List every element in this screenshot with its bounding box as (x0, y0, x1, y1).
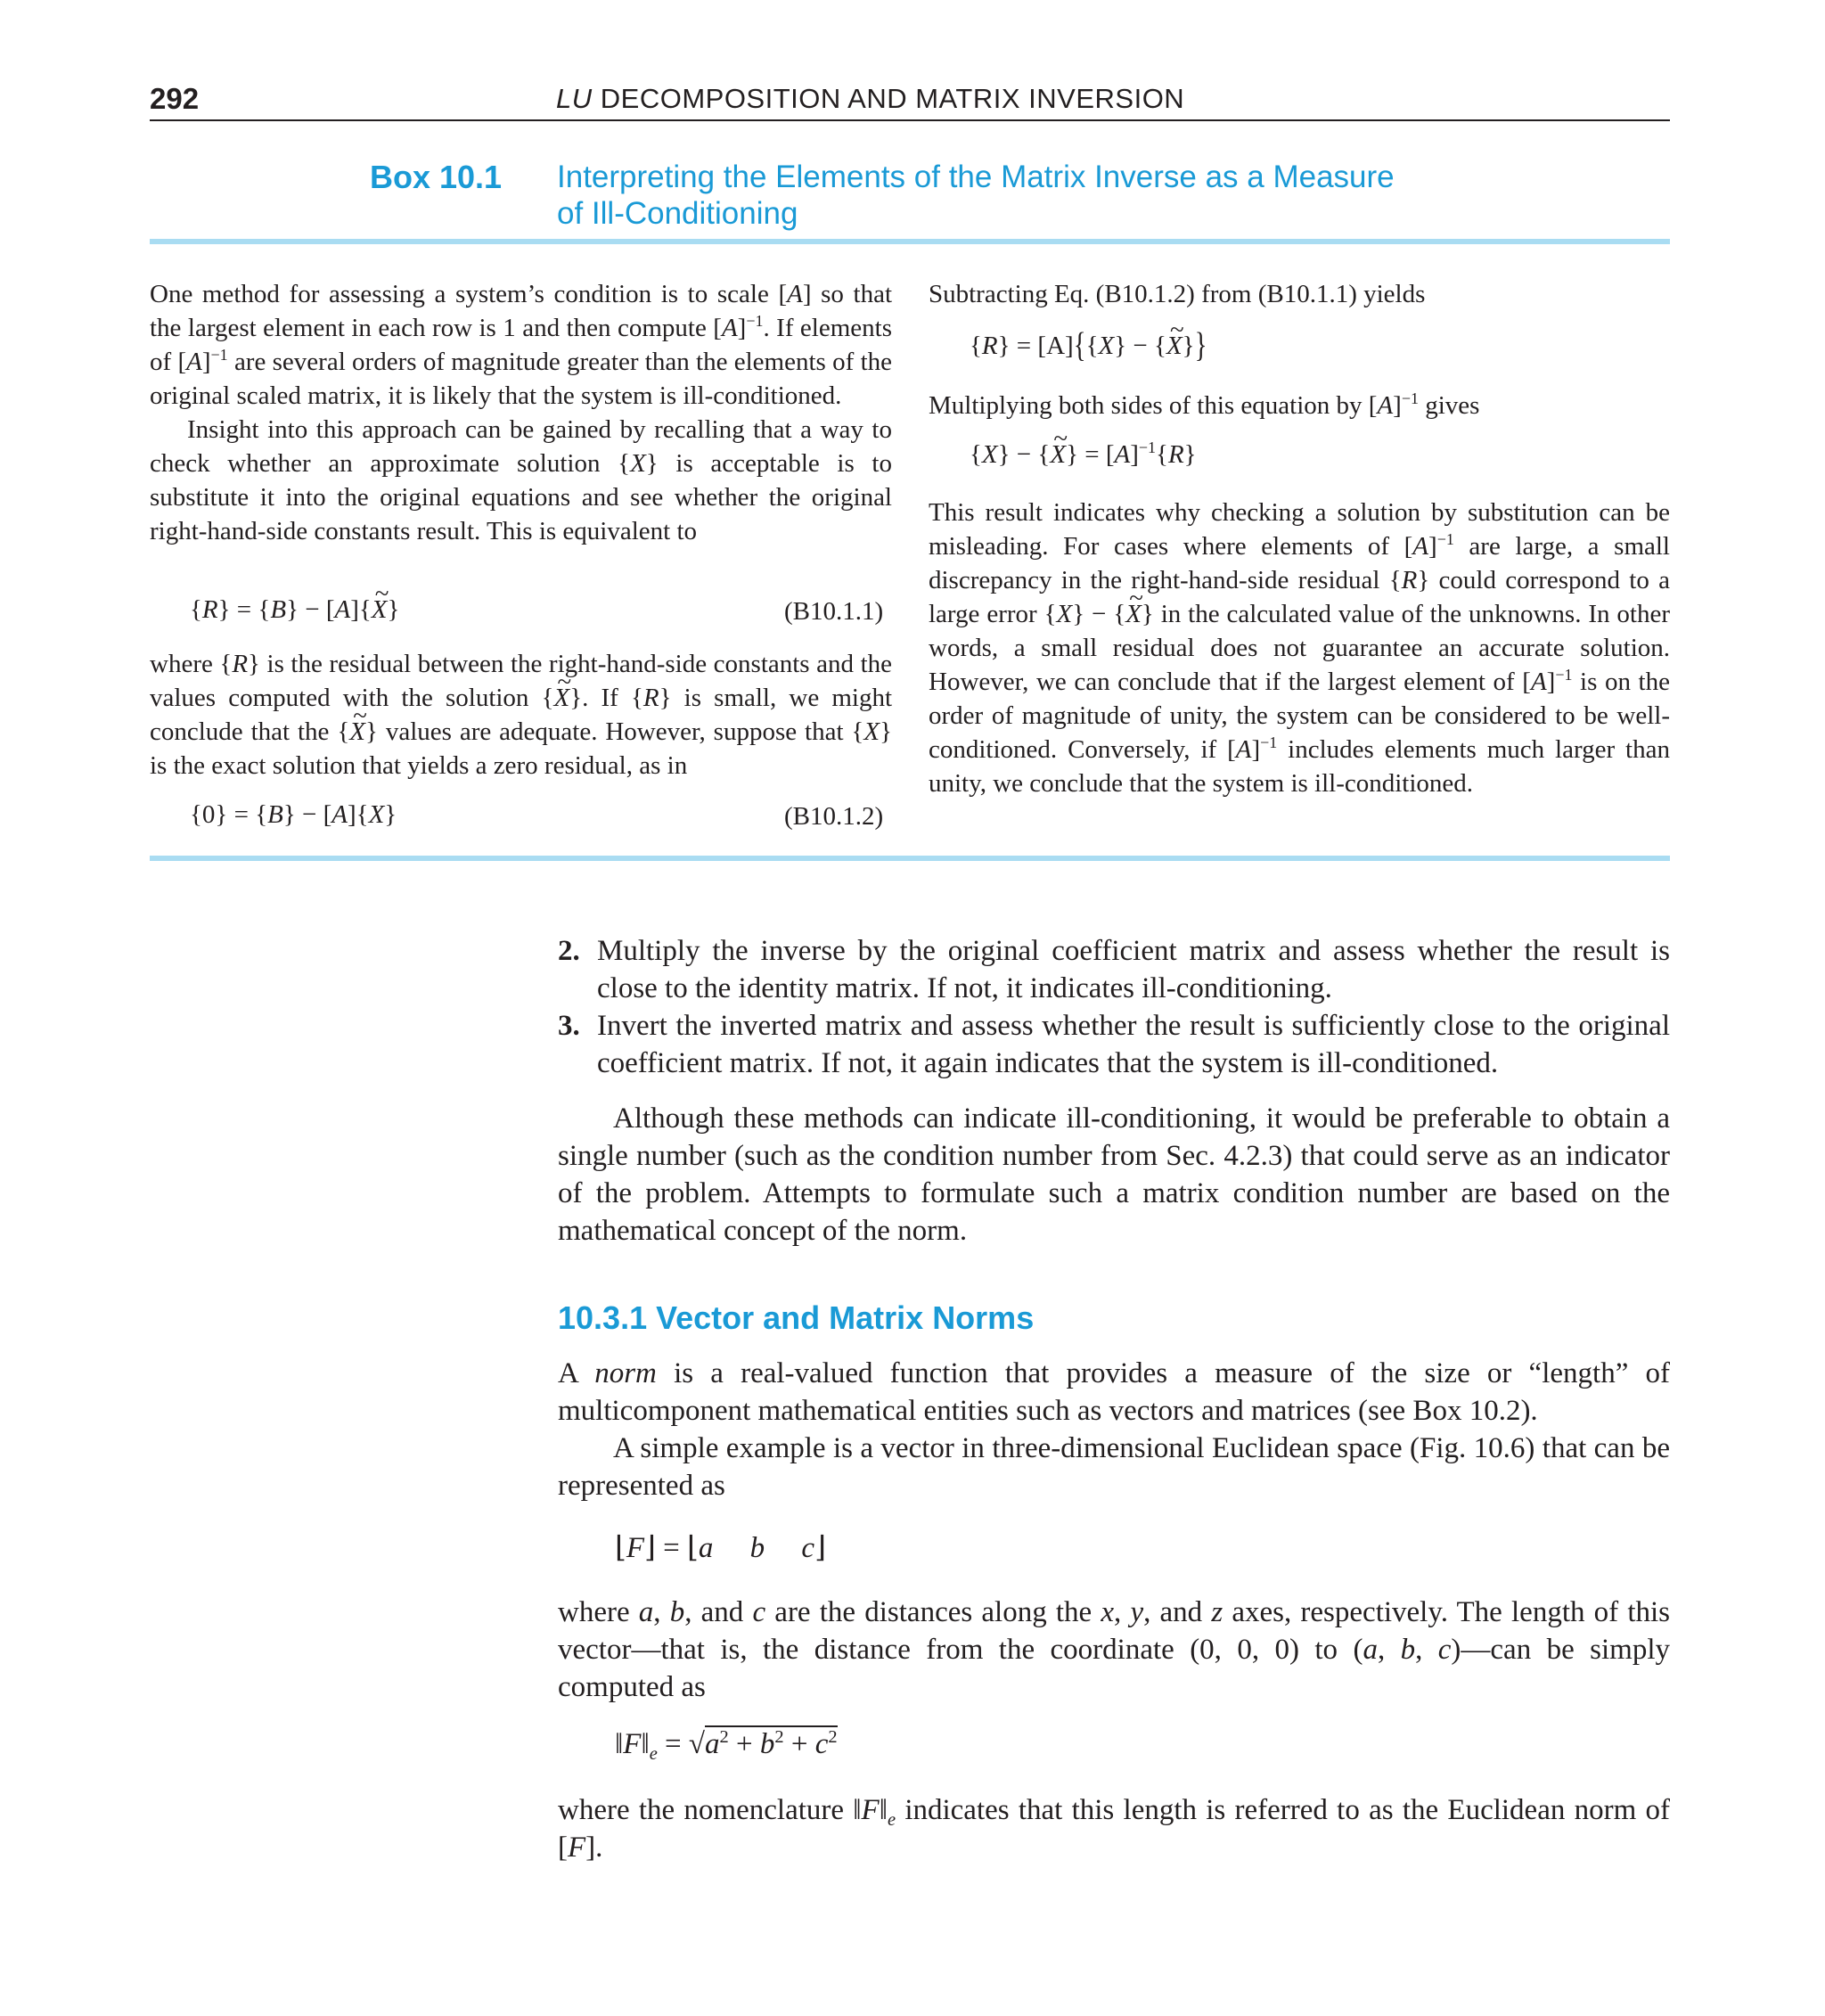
equation-residual-difference: {R} = [A]{{X} − {~ X}} (970, 332, 1207, 361)
box-left-para-1: One method for assessing a system’s condition is to scale [A] so that the largest element in each row is 1 and then compute $[A]^{-1}$. If elements of $[A]^{-1}$ are several orders of magnitude greater than the elements of the original scaled matrix, it is likely that the system is ill-conditioned. (150, 280, 893, 410)
running-title (556, 83, 1184, 115)
step-2-text: Multiply the inverse by the original coefficient matrix and assess whether the result is close to the identity matrix. If not, it indicates ill-conditioning. (597, 935, 1670, 1004)
section-heading: 10.3.1 Vector and Matrix Norms (558, 1299, 1035, 1336)
steps-list (558, 932, 1670, 1082)
equation-error-inverse: {X} − {~ $X\} = [A]^{-1}\{R\}$ (970, 440, 1197, 470)
box-right-para-2: Multiplying both sides of this equation by $[A]^{-1}$ gives (929, 389, 1480, 420)
box-title-line-1: Interpreting the Elements of the Matrix Inverse as a Measure (557, 160, 1395, 194)
step-3 (558, 1007, 1670, 1082)
running-title-lu: LU (556, 83, 593, 114)
step-2 (558, 932, 1670, 1007)
section-para-2: A simple example is a vector in three-dimensional Euclidean space (Fig. 10.6) that can be represented as (558, 1432, 1670, 1502)
box-bottom-rule (150, 856, 1670, 861)
box-left-para-2: Insight into this approach can be gained by recalling that a way to check whether an approximate solution {X} is acceptable is to substitute it into the original equations and see whether the original right-hand-side constants result. This is equivalent to (150, 415, 892, 545)
box-title-line-2: of Ill-Conditioning (557, 196, 798, 231)
equation-vector-f: ⌊F⌋ = ⌊a b c⌋ (615, 1532, 826, 1564)
box-left-para-3: where {R} is the residual between the right-hand-side constants and the values computed with the solution {~ X}. If {R} is small, we might conclude that the {~ X} values are adequate. However, suppose that {X} is the exact solution that yields a zero residual, as in (150, 647, 892, 783)
step-2-number: 2. (558, 935, 580, 967)
equation-number-b10-1-1: (B10.1.1) (784, 597, 884, 626)
box-left-column (150, 277, 892, 548)
running-title-text: DECOMPOSITION AND MATRIX INVERSION (592, 83, 1185, 114)
section-para-3: where a, b, and c are the distances along the x, y, and z axes, respectively. The length of this vector—that is, the distance from the coordinate (0, 0, 0) to (a, b, c)—can be simply computed as (558, 1596, 1671, 1703)
equation-b10-1-1: {R} = {B} − [A]{~ X} (190, 595, 399, 625)
equation-b10-1-2: {0} = {B} − [A]{X} (190, 800, 397, 829)
box-right-para-1: Subtracting Eq. (B10.1.2) from (B10.1.1) yields (929, 280, 1426, 308)
equation-euclidean-norm: $‖F‖_e = √a^2 + b^2 + c^2$ (615, 1726, 838, 1765)
header-rule (150, 119, 1670, 121)
box-right-para-3: This result indicates why checking a solution by substitution can be misleading. For cases where elements of $[A]^{-1}$ are large, a small discrepancy in the right-hand-side residual {R} could correspond to a large error {X} − {~ X} in the calculated value of the unknowns. In other words, a small residual does not guarantee an accurate solution. However, we can conclude that if the largest element of $[A]^{-1}$ is on the order of magnitude of unity, the system can be considered to be well-conditioned. Conversely, if $[A]^{-1}$ includes elements much larger than unity, we conclude that the system is ill-conditioned. (929, 496, 1670, 800)
box-top-rule (150, 239, 1670, 244)
page-number: 292 (150, 82, 200, 115)
step-3-text: Invert the inverted matrix and assess whether the result is sufficiently close to the original coefficient matrix. If not, it again indicates that the system is ill-conditioned. (597, 1010, 1670, 1079)
box-label: Box 10.1 (370, 159, 503, 195)
equation-number-b10-1-2: (B10.1.2) (784, 802, 884, 831)
box-title (557, 159, 1395, 232)
section-para-4: where the nomenclature $‖F‖_e$ indicates that this length is referred to as the Euclidean norm of [F]. (558, 1794, 1670, 1864)
paragraph-although: Although these methods can indicate ill-conditioning, it would be preferable to obtain a single number (such as the condition number from Sec. 4.2.3) that could serve as an indicator of the problem. Attempts to formulate such a matrix condition number are based on the mathematical concept of the norm. (558, 1102, 1670, 1247)
section-para-1: A norm is a real-valued function that provides a measure of the size or “length” of multicomponent mathematical entities such as vectors and matrices (see Box 10.2). A simple example is a vector in three-dimensional Euclidean space (Fig. 10.6) that can be represented as (558, 1355, 1670, 1504)
step-3-number: 3. (558, 1010, 580, 1042)
